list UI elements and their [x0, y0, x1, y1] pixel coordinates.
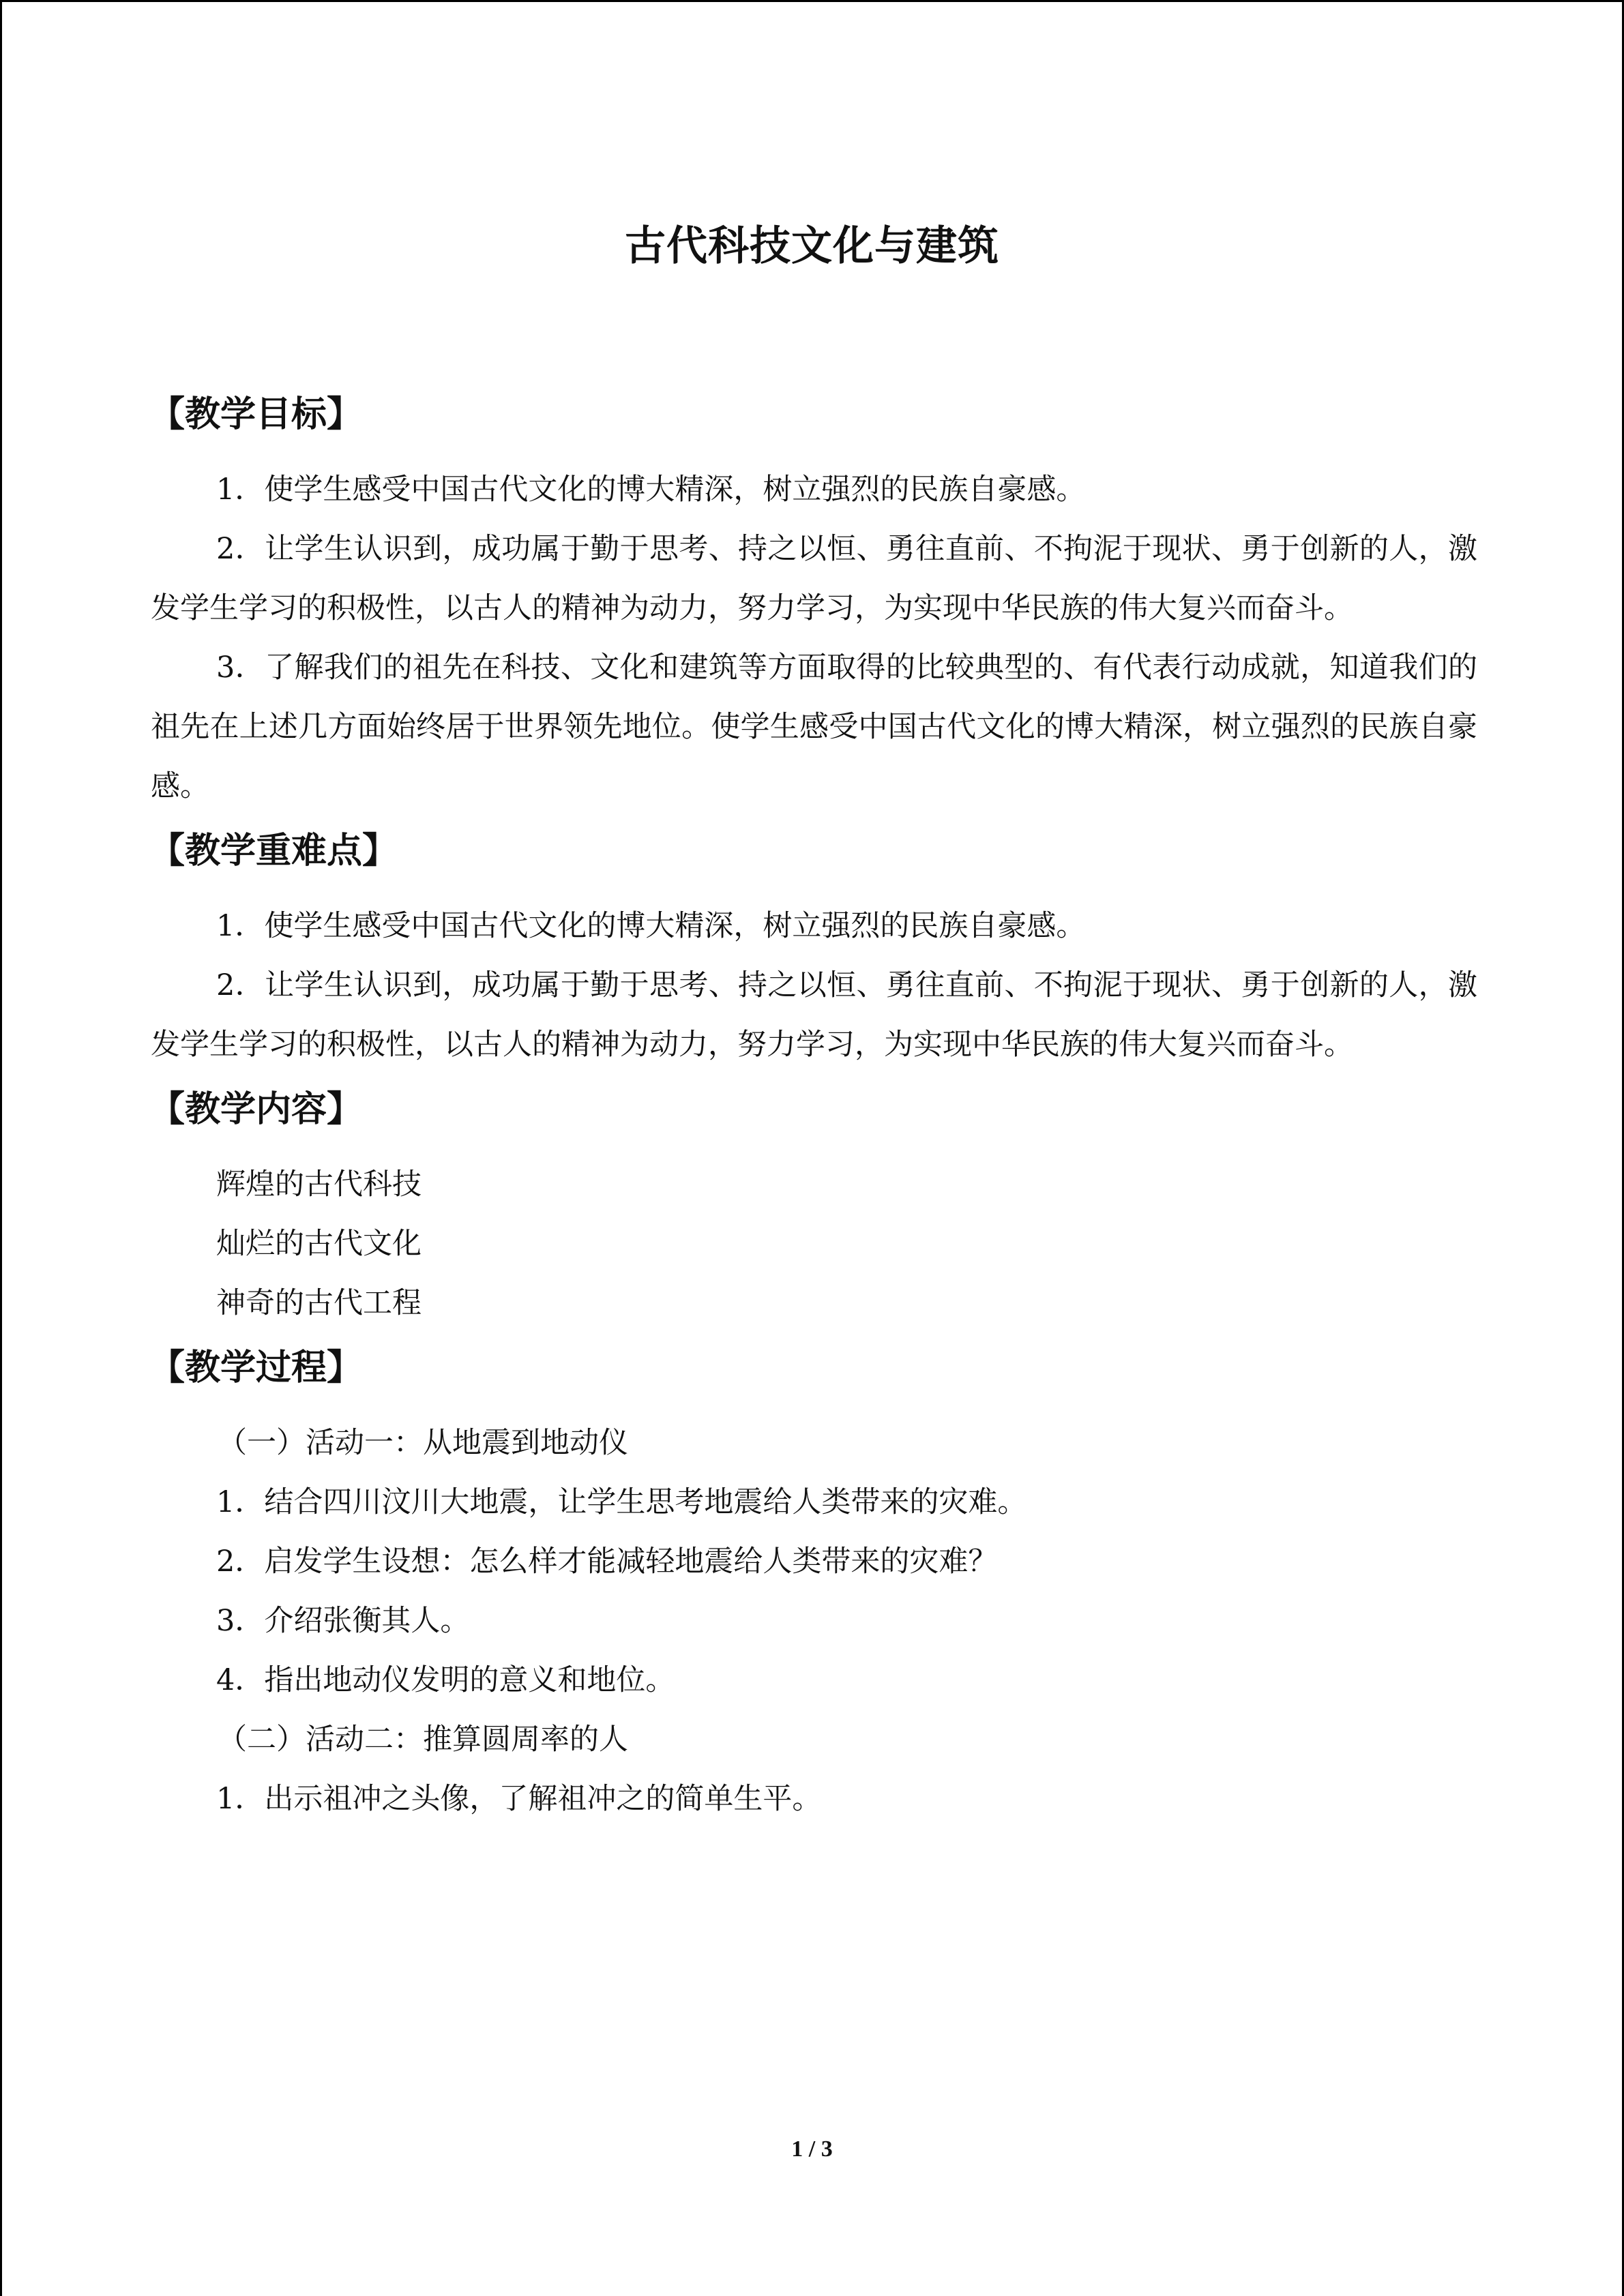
paragraph: 2．让学生认识到，成功属于勤于思考、持之以恒、勇往直前、不拘泥于现状、勇于创新的人，激发学生学习的积极性，以古人的精神为动力，努力学习，为实现中华民族的伟大复兴而奋斗。: [151, 968, 1477, 1062]
list-item: 1．结合四川汶川大地震，让学生思考地震给人类带来的灾难。: [216, 1485, 1027, 1519]
paragraph: 1．使学生感受中国古代文化的博大精深，树立强烈的民族自豪感。: [216, 909, 1086, 943]
section-heading-teaching-process: 【教学过程】: [149, 1347, 363, 1388]
list-item: 3．介绍张衡其人。: [216, 1604, 470, 1638]
list-item: 神奇的古代工程: [216, 1286, 422, 1320]
paragraph: 2．让学生认识到，成功属于勤于思考、持之以恒、勇往直前、不拘泥于现状、勇于创新的人，激发学生学习的积极性，以古人的精神为动力，努力学习，为实现中华民族的伟大复兴而奋斗。: [151, 532, 1477, 625]
activity-heading: （二）活动二：推算圆周率的人: [218, 1723, 628, 1757]
page-number: 1 / 3: [791, 2136, 833, 2162]
list-item: 辉煌的古代科技: [216, 1167, 422, 1202]
section-heading-teaching-goals: 【教学目标】: [149, 394, 363, 435]
activity-heading: （一）活动一：从地震到地动仪: [218, 1426, 628, 1460]
list-item: 2．启发学生设想：怎么样才能减轻地震给人类带来的灾难？: [216, 1545, 998, 1579]
paragraph: 1．使学生感受中国古代文化的博大精深，树立强烈的民族自豪感。: [216, 473, 1086, 507]
list-item: 灿烂的古代文化: [216, 1227, 422, 1261]
section-heading-teaching-content: 【教学内容】: [149, 1089, 363, 1130]
list-item: 1．出示祖冲之头像，了解祖冲之的简单生平。: [216, 1782, 822, 1816]
document-body: [151, 384, 1477, 1829]
section-heading-key-points: 【教学重难点】: [149, 831, 398, 871]
paragraph: 3．了解我们的祖先在科技、文化和建筑等方面取得的比较典型的、有代表行动成就，知道我们的祖先在上述几方面始终居于世界领先地位。使学生感受中国古代文化的博大精深，树立强烈的民族自豪感。: [151, 651, 1477, 803]
document-title: 古代科技文化与建筑: [625, 222, 999, 270]
list-item: 4．指出地动仪发明的意义和地位。: [216, 1663, 675, 1697]
